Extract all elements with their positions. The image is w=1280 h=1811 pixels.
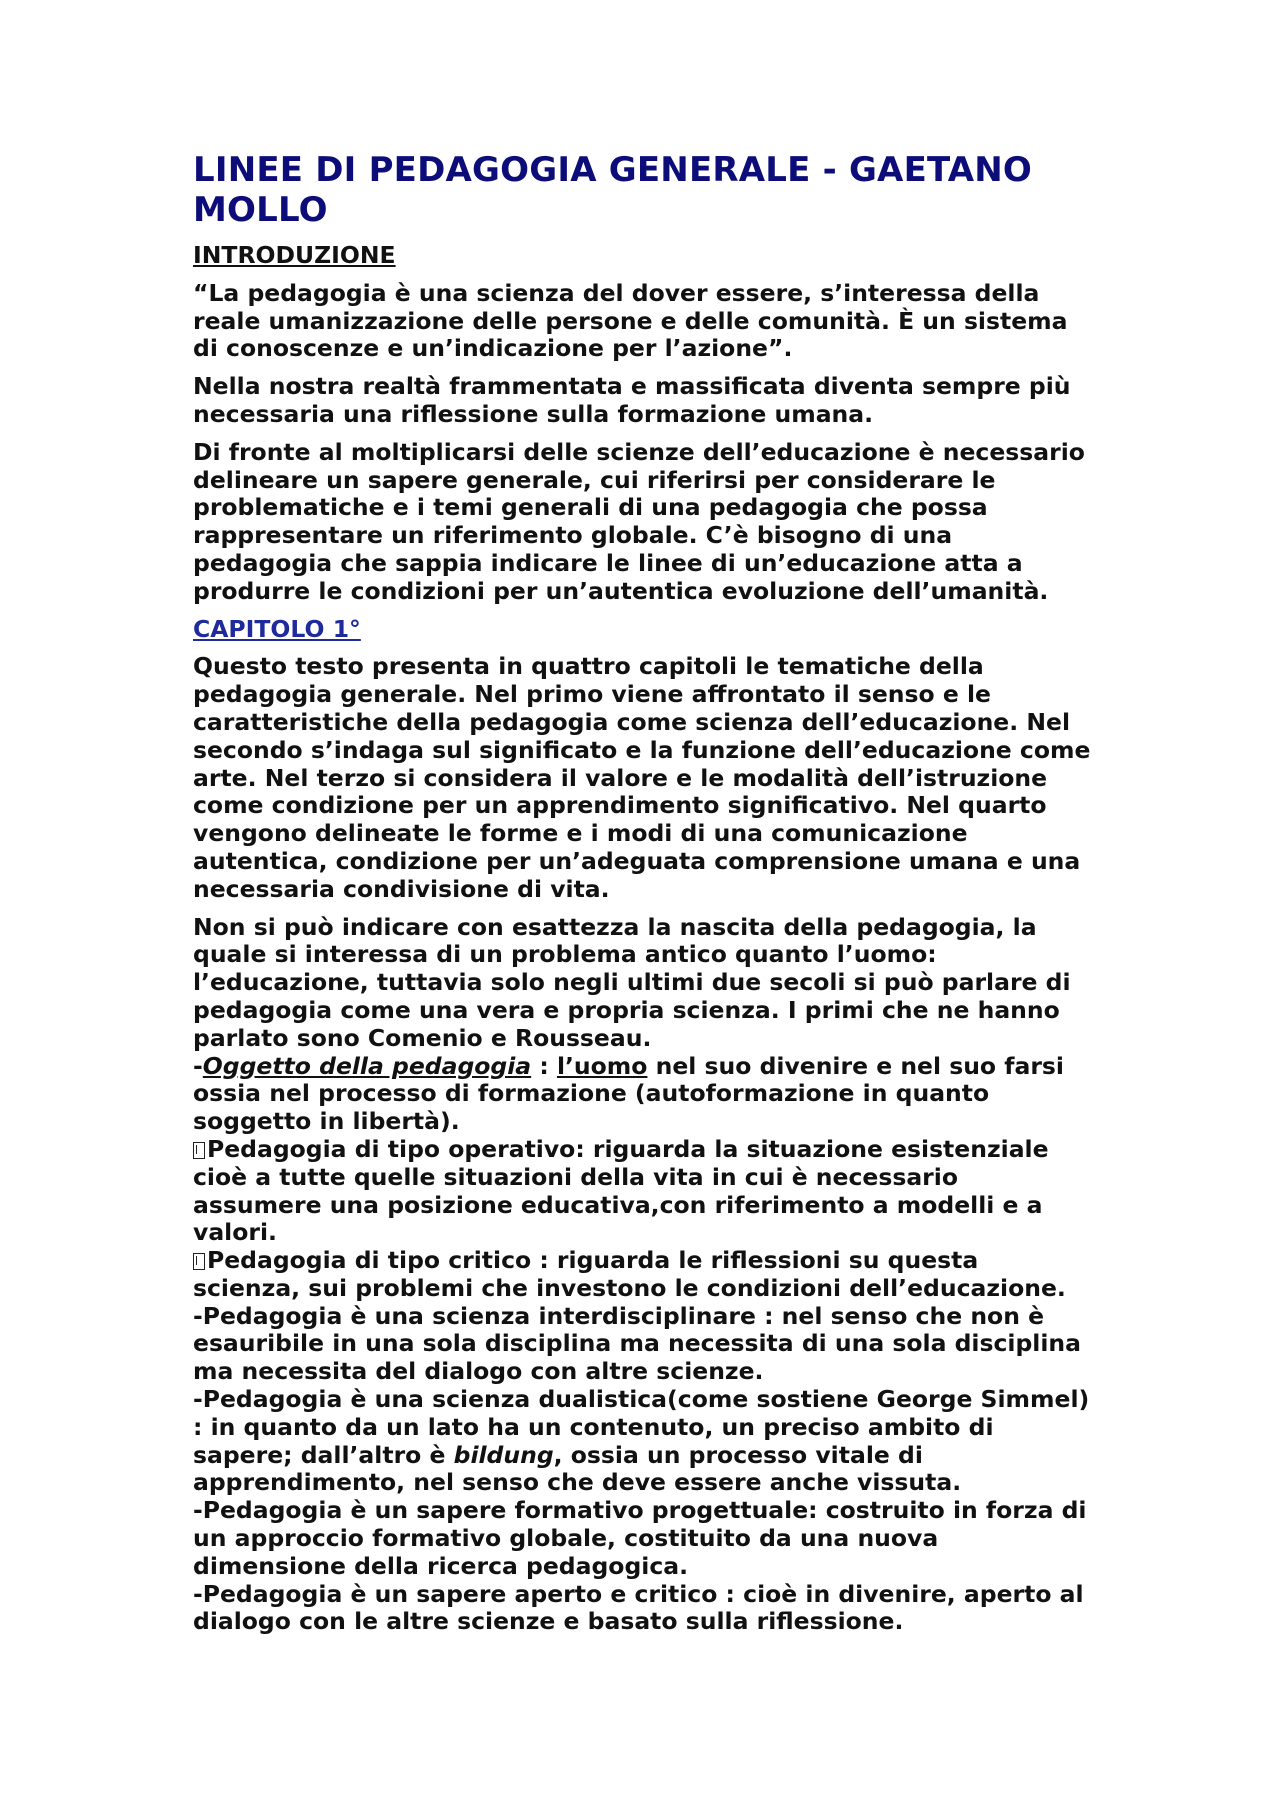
chapter-paragraph-2: Non si può indicare con esattezza la nascita della pedagogia, la quale si interessa di un problema antico quanto l’uomo: l’educazione, tuttavia solo negli ultimi due secoli si può parlare di pedagogia come una vera e propria scienza. I primi che ne hanno parlato sono Comenio e Rousseau. — [193, 912, 1071, 1052]
bullet-box-icon — [193, 1253, 205, 1270]
intro-paragraph-3: Di fronte al moltiplicarsi delle scienze dell’educazione è necessario delineare un sapere generale, cui riferirsi per considerare le problematiche e i temi generali di una pedagogia che possa rappresentare un riferimento globale. C’è bisogno di una pedagogia che sappia indicare le linee di un’educazione atta a produrre le condizioni per un’autentica evoluzione dell’umanità. — [193, 437, 1085, 605]
chapter-body — [193, 914, 1093, 1637]
dualistica-term: bildung — [453, 1440, 554, 1469]
intro-paragraph-2: Nella nostra realtà frammentata e massificata diventa sempre più necessaria una riflessione sulla formazione umana. — [193, 372, 1071, 428]
oggetto-separator: : — [531, 1051, 557, 1080]
oggetto-dash: - — [193, 1051, 203, 1080]
aperto-paragraph: -Pedagogia è un sapere aperto e critico : cioè in divenire, aperto al dialogo con le altre scienze e basato sulla riflessione. — [193, 1579, 1084, 1636]
oggetto-term: l’uomo — [556, 1051, 648, 1080]
dualistica-after: , ossia un processo vitale di apprendimento, nel senso che deve essere anche vissuta. — [193, 1440, 962, 1497]
oggetto-rest: nel suo divenire e nel suo farsi ossia nel processo di formazione (autoformazione in quanto soggetto in libertà). — [193, 1051, 1064, 1136]
chapter-heading: CAPITOLO 1° — [193, 614, 361, 643]
document-title: LINEE DI PEDAGOGIA GENERALE - GAETANO MOLLO — [193, 150, 1033, 230]
dualistica-before: -Pedagogia è una scienza dualistica(come sostiene George Simmel) : in quanto da un lato ha un contenuto, un preciso ambito di sapere; dall’altro è — [193, 1385, 1090, 1469]
chapter-paragraph-1: Questo testo presenta in quattro capitoli le tematiche della pedagogia generale. Nel primo viene affrontato il senso e le caratteristiche della pedagogia come scienza dell’educazione. Nel secondo s’indaga sul significato e la funzione dell’educazione come arte. Nel terzo si considera il valore e le modalità dell’istruzione come condizione per un apprendimento significativo. Nel quarto vengono delineate le forme e i modi di una comunicazione autentica, condizione per un’adeguata comprensione umana e una necessaria condivisione di vita. — [193, 652, 1091, 903]
bullet-box-icon — [193, 1142, 205, 1159]
formativo-paragraph: -Pedagogia è un sapere formativo progettuale: costruito in forza di un approccio formativo globale, costituito da una nuova dimensione della ricerca pedagogica. — [193, 1496, 1087, 1580]
oggetto-paragraph — [193, 1053, 1093, 1136]
dualistica-paragraph — [193, 1386, 1093, 1497]
bullet-item-critico — [193, 1247, 1093, 1303]
interdisciplinare-paragraph: -Pedagogia è una scienza interdisciplinare : nel senso che non è esauribile in una sola disciplina ma necessita di una sola disciplina ma necessita del dialogo con altre scienze. — [193, 1301, 1081, 1386]
bullet-text: Pedagogia di tipo operativo: riguarda la situazione esistenziale cioè a tutte quelle situazioni della vita in cui è necessario assumere una posizione educativa,con riferimento a modelli e a valori. — [193, 1134, 1049, 1247]
bullet-item-operativo — [193, 1136, 1093, 1247]
intro-heading: INTRODUZIONE — [193, 241, 396, 269]
intro-paragraph-1: “La pedagogia è una scienza del dover essere, s’interessa della reale umanizzazione delle persone e delle comunità. È un sistema di conoscenze e un’indicazione per l’azione”. — [193, 278, 1068, 363]
document-page — [193, 150, 1093, 1636]
oggetto-label: Oggetto della pedagogia — [202, 1051, 532, 1080]
bullet-text: Pedagogia di tipo critico : riguarda le riflessioni su questa scienza, sui problemi che investono le condizioni dell’educazione. — [193, 1246, 1066, 1302]
